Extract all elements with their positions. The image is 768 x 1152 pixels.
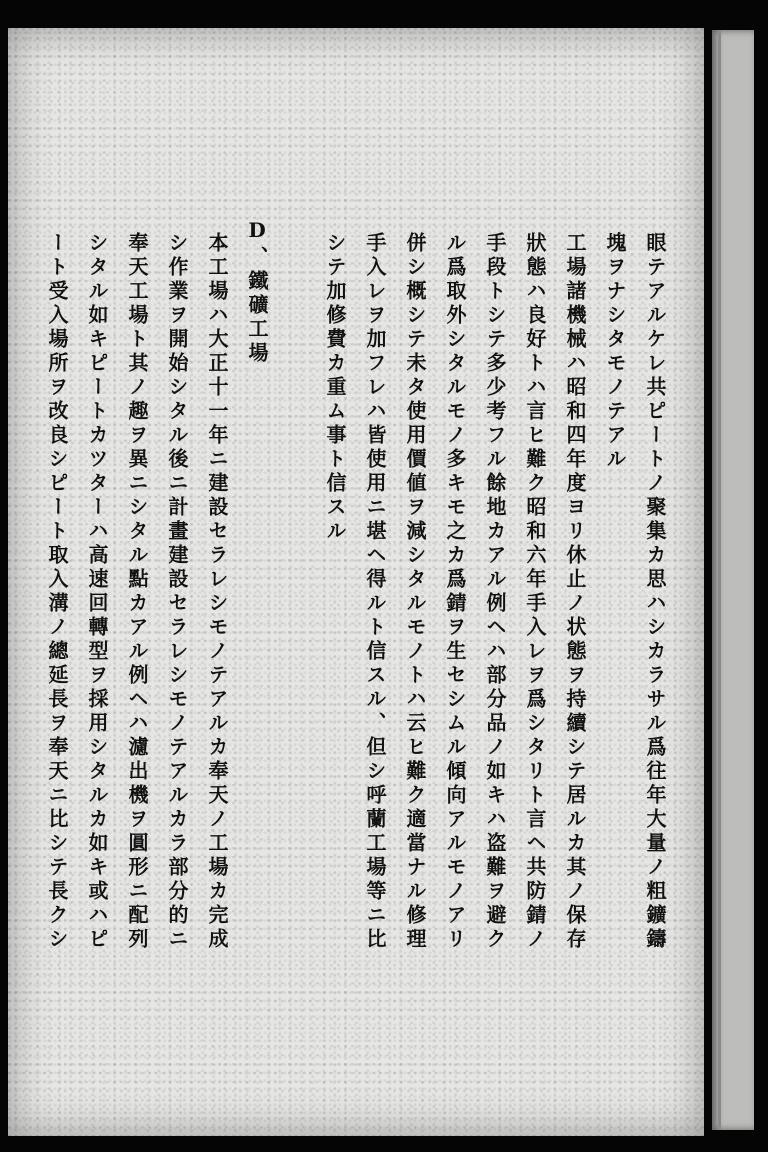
- section-line-4: シタル如キピートカツターハ高速回轉型ヲ採用シタルカ如キ或ハピ: [85, 232, 109, 952]
- text-line-5: 手段トシテ多少考フル餘地カアル例ヘハ部分品ノ如キハ盗難ヲ避ク: [483, 232, 507, 952]
- text-line-6: ル爲取外シタルモノ多キモ之カ爲錆ヲ生セシムル傾向アルモノアリ: [443, 232, 467, 952]
- text-line-4: 狀態ハ良好トハ言ヒ難ク昭和六年手入レヲ爲シタリト言ヘ共防錆ノ: [523, 232, 547, 952]
- adjacent-page-edge: [712, 30, 754, 1130]
- section-line-2: シ作業ヲ開始シタル後ニ計畫建設セラレシモノテアルカラ部分的ニ: [165, 232, 189, 952]
- paragraph-gap: [282, 232, 310, 1032]
- section-line-3: 奉天工場ト其ノ趣ヲ異ニシタル點カアル例ヘハ濾出機ヲ圓形ニ配列: [125, 232, 149, 952]
- text-line-7: 併シ概シテ未タ使用價値ヲ減シタルモノトハ云ヒ難ク適當ナル修理: [403, 232, 427, 952]
- text-line-1: 眼テアルケレ共ピートノ聚集カ思ハシカラサル爲往年大量ノ粗鑛鑄: [643, 232, 667, 952]
- text-line-8: 手入レヲ加フレハ皆使用ニ堪ヘ得ルト信スル、但シ呼蘭工場等ニ比: [363, 232, 387, 952]
- text-line-3: 工場諸機械ハ昭和四年度ヨリ休止ノ状態ヲ持續シテ居ルカ其ノ保存: [563, 232, 587, 952]
- text-line-9: シテ加修費カ重ム事ト信スル: [323, 232, 347, 544]
- section-line-1: 本工場ハ大正十一年ニ建設セラレシモノテアルカ奉天ノ工場カ完成: [205, 232, 229, 952]
- section-line-5: ート受入場所ヲ改良シピート取入溝ノ總延長ヲ奉天ニ比シテ長クシ: [45, 232, 69, 952]
- vertical-text-body: [42, 218, 670, 1032]
- text-line-2: 塊ヲナシタモノテアル: [603, 232, 627, 472]
- section-heading: D、鐵礦工場: [245, 218, 269, 366]
